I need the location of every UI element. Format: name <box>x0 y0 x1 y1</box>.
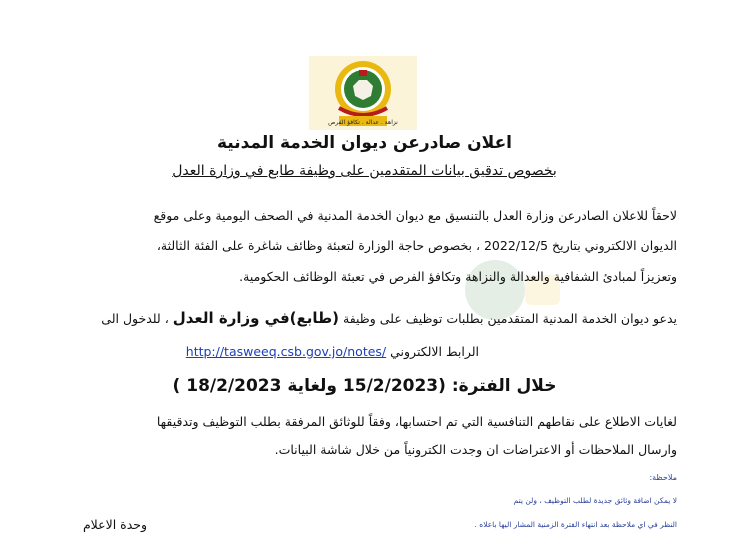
link-prefix: الرابط الالكتروني <box>386 344 479 359</box>
body-line-1: لاحقاً للاعلان الصادرعن وزارة العدل بالتنسيق مع ديوان الخدمة المدنية في الصحف اليومية وعلى موقع <box>153 208 677 223</box>
link-line <box>79 344 479 359</box>
body-line-2: الديوان الالكتروني بتاريخ 2022/12/5 ، بخصوص حاجة الوزارة لتعبئة وظائف شاغرة على الفئة الثالثة، <box>156 238 677 253</box>
body-line-6: وارسال الملاحظات أو الاعتراضات ان وجدت الكترونياً من خلال شاشة البيانات. <box>274 442 677 457</box>
emblem-icon <box>309 56 417 130</box>
body-line-4-end: ، للدخول الى <box>101 311 173 326</box>
period-heading: خلال الفترة: (15/2/2023 ولغاية 18/2/2023 ) <box>172 376 557 396</box>
note-line-1: لا يمكن اضافة وثائق جديدة لطلب التوظيف ، ولن يتم <box>513 496 677 505</box>
civil-service-logo <box>308 55 418 130</box>
body-line-4 <box>37 309 677 327</box>
body-line-5: لغايات الاطلاع على نقاطهم التنافسية التي تم احتسابها، وفقاً للوثائق المرفقة بطلب التوظيف وتدقيقها <box>156 414 677 429</box>
signature-unit: وحدة الاعلام <box>82 517 148 532</box>
body-line-3: وتعزيزاً لمبادئ الشفافية والعدالة والنزاهة وتكافؤ الفرص في تعبئة الوظائف الحكومية. <box>239 269 677 284</box>
announcement-subtitle: بخصوص تدقيق بيانات المتقدمين على وظيفة طابع في وزارة العدل <box>172 163 557 179</box>
job-title-bold: (طابع)في وزارة العدل <box>172 309 340 327</box>
note-label: ملاحظة: <box>649 473 677 482</box>
note-line-2: النظر في اي ملاحظة بعد انتهاء الفترة الزمنية المشار اليها باعلاه . <box>474 520 677 529</box>
body-line-4-start: يدعو ديوان الخدمة المدنية المتقدمين بطلبات توظيف على وظيفة <box>339 311 677 326</box>
notes-link[interactable]: http://tasweeq.csb.gov.jo/notes/ <box>185 344 387 359</box>
logo-motto: نزاهة . عدالة . تكافؤ الفرص <box>328 118 398 126</box>
announcement-title: اعلان صادرعن ديوان الخدمة المدنية <box>216 133 513 153</box>
